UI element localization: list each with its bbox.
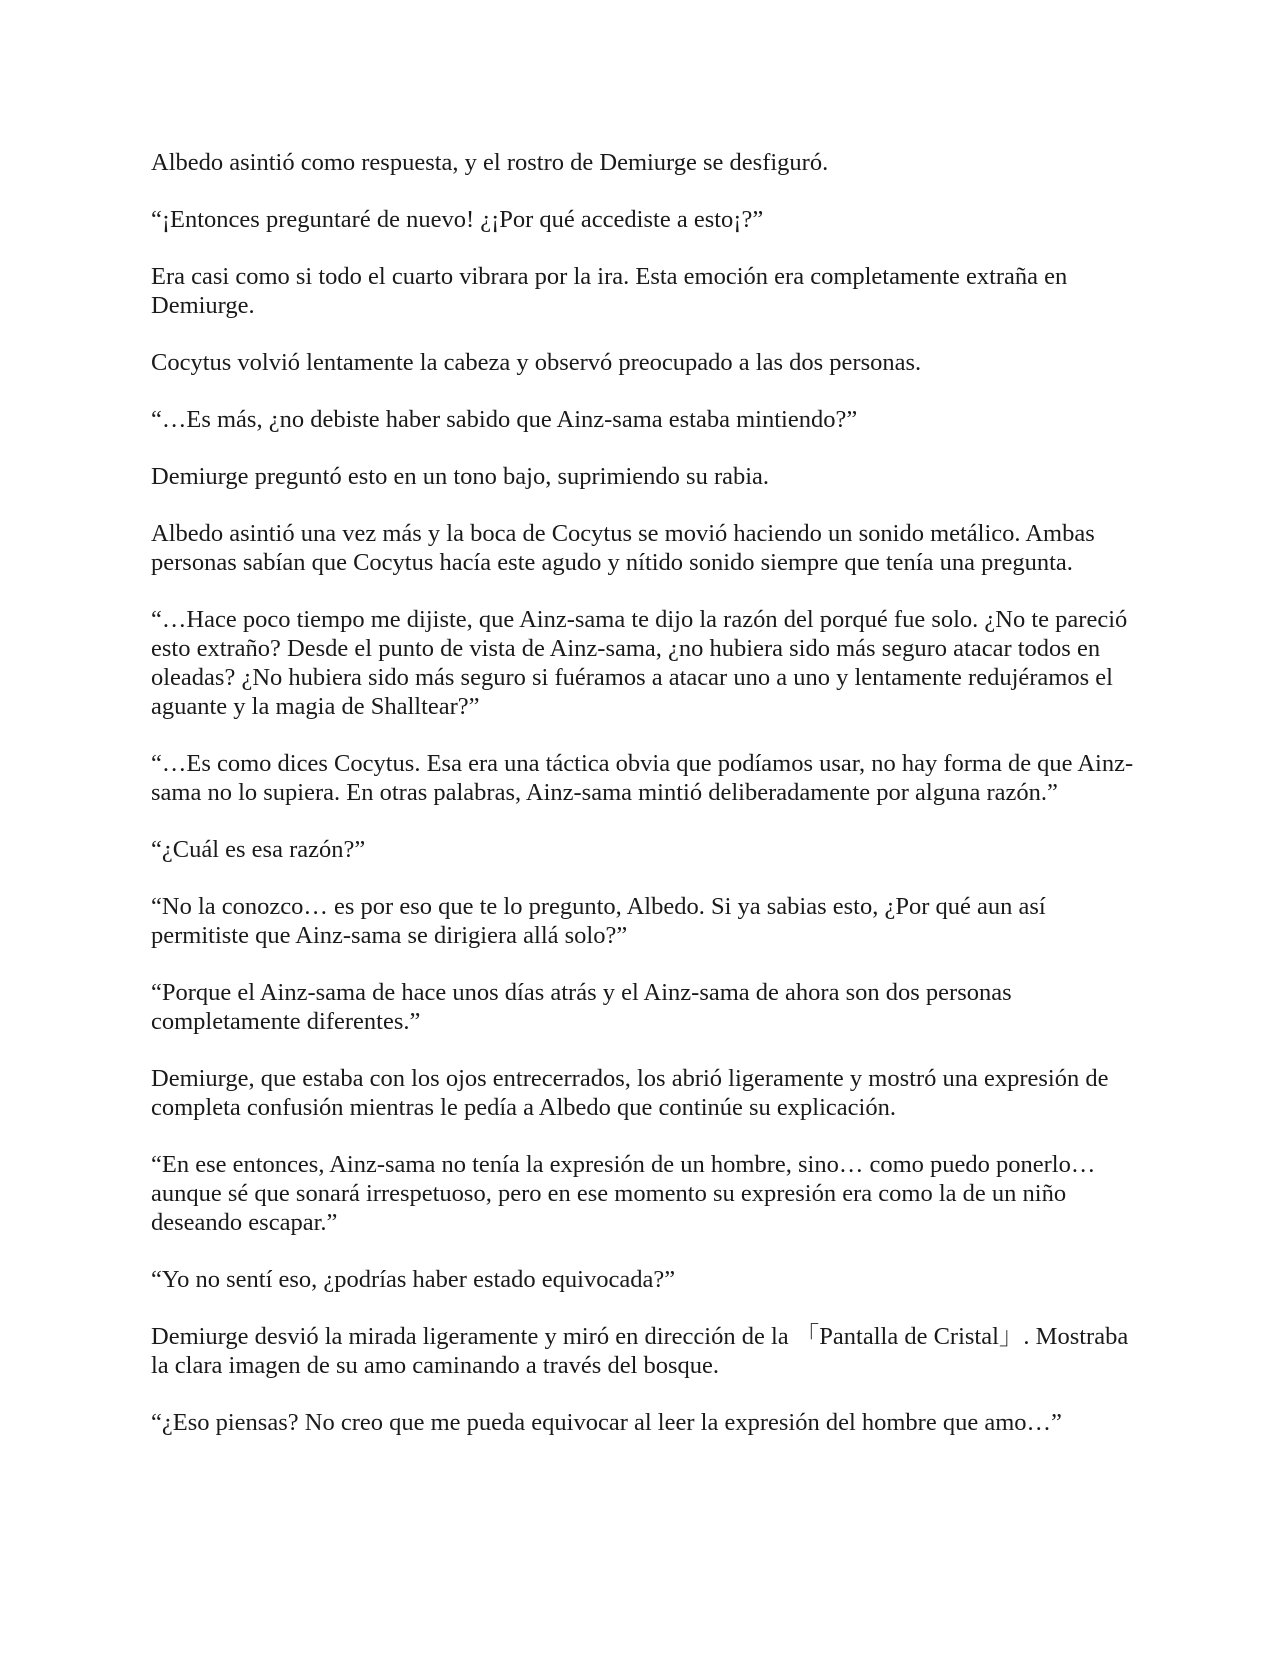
paragraph: Cocytus volvió lentamente la cabeza y observó preocupado a las dos personas. [151,349,922,376]
paragraph: “Yo no sentí eso, ¿podrías haber estado equivocada?” [151,1266,676,1293]
paragraph: Albedo asintió como respuesta, y el rostro de Demiurge se desfiguró. [151,149,829,176]
paragraph: Demiurge, que estaba con los ojos entrecerrados, los abrió ligeramente y mostró una expresión de completa confusión mientras le pedía a Albedo que continúe su explicación. [151,1065,1109,1121]
paragraph: Albedo asintió una vez más y la boca de Cocytus se movió haciendo un sonido metálico. Ambas personas sabían que Cocytus hacía este agudo y nítido sonido siempre que tenía una pregunta. [151,520,1095,576]
paragraph: “No la conozco… es por eso que te lo pregunto, Albedo. Si ya sabias esto, ¿Por qué aun así permitiste que Ainz-sama se dirigiera allá solo?” [151,893,1046,949]
paragraph: Era casi como si todo el cuarto vibrara por la ira. Esta emoción era completamente extraña en Demiurge. [151,263,1068,319]
paragraph: Demiurge preguntó esto en un tono bajo, suprimiendo su rabia. [151,463,770,490]
paragraph: “¿Eso piensas? No creo que me pueda equivocar al leer la expresión del hombre que amo…” [151,1409,1062,1436]
paragraph: “Porque el Ainz-sama de hace unos días atrás y el Ainz-sama de ahora son dos personas completamente diferentes.” [151,979,1012,1035]
document-body [151,148,1141,1465]
paragraph: “¡Entonces preguntaré de nuevo! ¿¡Por qué accediste a esto¡?” [151,206,764,233]
paragraph: Demiurge desvió la mirada ligeramente y miró en dirección de la 「Pantalla de Cristal」. Mostraba la clara imagen de su amo caminando a través del bosque. [151,1323,1129,1379]
paragraph: “En ese entonces, Ainz-sama no tenía la expresión de un hombre, sino… como puedo ponerlo… aunque sé que sonará irrespetuoso, pero en ese momento su expresión era como la de un niño deseando escapar.” [151,1151,1096,1236]
paragraph: “…Es más, ¿no debiste haber sabido que Ainz-sama estaba mintiendo?” [151,406,858,433]
paragraph: “…Es como dices Cocytus. Esa era una táctica obvia que podíamos usar, no hay forma de que Ainz-sama no lo supiera. En otras palabras, Ainz-sama mintió deliberadamente por alguna razón.” [151,750,1134,806]
paragraph: “¿Cuál es esa razón?” [151,836,366,863]
paragraph: “…Hace poco tiempo me dijiste, que Ainz-sama te dijo la razón del porqué fue solo. ¿No te pareció esto extraño? Desde el punto de vista de Ainz-sama, ¿no hubiera sido más seguro atacar todos en oleadas? ¿No hubiera sido más seguro si fuéramos a atacar uno a uno y lentamente redujéramos el aguante y la magia de Shalltear?” [151,606,1128,720]
